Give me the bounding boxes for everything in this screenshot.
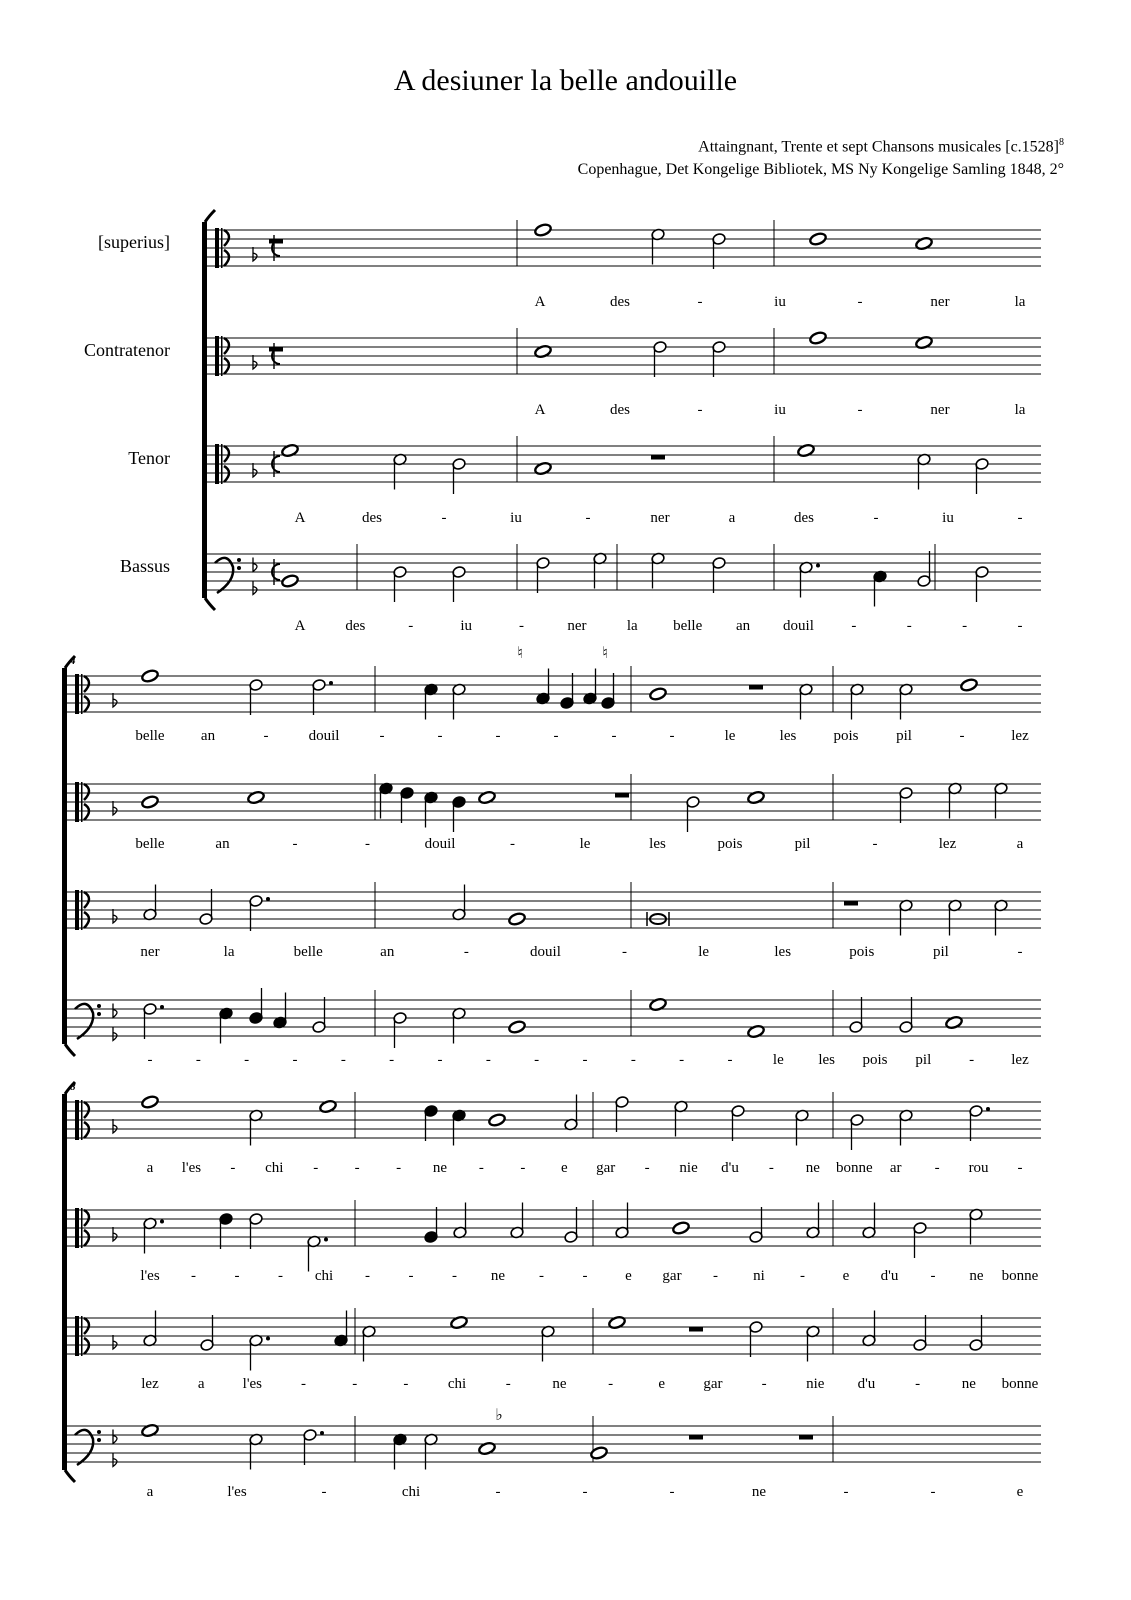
whole-note: [534, 344, 552, 358]
augmentation-dot: [986, 1107, 990, 1111]
voice-label-bassus: Bassus: [119, 556, 170, 576]
lyric-syllable: bonne: [1001, 1268, 1039, 1284]
c-clef-bar: [75, 1316, 79, 1356]
f-clef-dot: [97, 1004, 101, 1008]
measure-number: 8: [70, 1081, 76, 1093]
flat-sign: [113, 801, 117, 815]
lyric-syllable: ar: [889, 1160, 902, 1176]
lyric-syllable: des: [794, 510, 814, 526]
lyric-syllable: iu: [942, 510, 954, 526]
lyric-syllable: -: [539, 1268, 544, 1284]
lyric-syllable: -: [352, 1376, 358, 1392]
lyric-syllable: la: [1014, 294, 1026, 310]
lyric-syllable: -: [930, 1268, 936, 1284]
lyric-syllable: ni: [753, 1268, 765, 1284]
whole-note: [450, 1315, 468, 1329]
staff-1-4: [207, 544, 1041, 607]
lyric-syllable: chi: [447, 1376, 467, 1392]
lyric-syllable: pil: [932, 944, 949, 960]
lyric-syllable: A: [534, 294, 546, 310]
lyric-syllable: -: [191, 1268, 196, 1284]
lyric-syllable: -: [697, 294, 703, 310]
lyric-syllable: pil: [915, 1052, 932, 1068]
lyric-syllable: -: [915, 1376, 921, 1392]
lyric-syllable: -: [962, 618, 968, 634]
lyric-syllable: -: [408, 1268, 414, 1284]
lyric-syllable: iu: [510, 510, 522, 526]
whole-note: [141, 1423, 159, 1437]
lyric-syllable: belle: [135, 836, 165, 852]
whole-note: [747, 1024, 765, 1038]
c-clef-bar: [221, 444, 223, 484]
f-clef-dot: [97, 1012, 101, 1016]
system-bracket: [62, 668, 67, 1044]
lyric-syllable: pois: [833, 728, 859, 744]
staff-2-3: [67, 882, 1041, 936]
c-clef-bar: [75, 890, 79, 930]
flat-sign: [113, 1453, 117, 1467]
whole-note: [488, 1113, 506, 1127]
lyric-syllable: -: [234, 1268, 240, 1284]
staff-3-1: [67, 1092, 1041, 1150]
lyric-syllable: douil: [530, 944, 561, 960]
lyric-syllable: a: [197, 1376, 205, 1392]
whole-note: [945, 1015, 963, 1029]
lyric-syllable: le: [579, 836, 591, 852]
flat-sign: [253, 581, 257, 595]
lyric-syllable: iu: [774, 294, 786, 310]
lyric-syllable: a: [728, 510, 736, 526]
lyric-syllable: -: [1017, 510, 1023, 526]
whole-note: [141, 1095, 159, 1109]
whole-rest: [799, 1435, 813, 1440]
whole-note: [281, 574, 299, 588]
lyric-syllable: -: [452, 1268, 457, 1284]
f-clef-dot: [97, 1430, 101, 1434]
lyric-syllable: A: [534, 402, 546, 418]
whole-note: [809, 232, 827, 246]
lyric-syllable: l'es: [242, 1376, 263, 1392]
c-clef-bar: [75, 1208, 79, 1248]
system-bracket: [202, 222, 207, 598]
lyric-syllable: -: [857, 294, 863, 310]
lyric-syllable: a: [146, 1484, 154, 1500]
lyric-syllable: -: [582, 1484, 588, 1500]
lyric-syllable: le: [724, 728, 736, 744]
voice-label-tenor: Tenor: [128, 448, 170, 468]
lyric-syllable: -: [1017, 1160, 1023, 1176]
lyric-syllable: gar: [596, 1160, 616, 1176]
lyric-syllable: ne: [969, 1268, 984, 1284]
lyric-syllable: -: [365, 1268, 370, 1284]
editorial-flat-icon: ♭: [495, 1407, 503, 1424]
lyric-syllable: les: [774, 944, 792, 960]
lyric-syllable: ner: [650, 510, 670, 526]
lyric-syllable: pois: [849, 944, 875, 960]
lyric-syllable: -: [727, 1052, 733, 1068]
lyric-syllable: -: [872, 836, 878, 852]
staff-3-3: [67, 1308, 1041, 1371]
whole-note: [141, 669, 159, 683]
lyric-syllable: -: [534, 1052, 540, 1068]
c-clef-bar: [75, 1100, 79, 1140]
flat-sign: [253, 558, 257, 572]
whole-note: [672, 1221, 690, 1235]
system-1: [202, 210, 1041, 634]
lyric-syllable: -: [630, 1052, 636, 1068]
augmentation-dot: [320, 1431, 324, 1435]
flat-sign: [113, 1335, 117, 1349]
lyric-syllable: -: [505, 1376, 511, 1392]
staff-3-2: [67, 1200, 1041, 1272]
whole-rest: [689, 1435, 703, 1440]
whole-note: [649, 687, 667, 701]
system-3: [62, 1081, 1041, 1500]
lyric-syllable: -: [195, 1052, 201, 1068]
lyric-syllable: douil: [308, 728, 340, 744]
lyric-syllable: -: [263, 728, 269, 744]
whole-note: [508, 912, 526, 926]
whole-note: [747, 790, 765, 804]
lyric-syllable: douil: [783, 618, 814, 634]
lyric-syllable: des: [610, 294, 630, 310]
lyric-syllable: ne: [490, 1268, 506, 1284]
source-attribution-manuscript: Copenhague, Det Kongelige Bibliotek, MS Ny Kongelige Samling 1848, 2°: [577, 161, 1064, 178]
lyric-syllable: e: [560, 1160, 568, 1176]
lyric-syllable: -: [365, 836, 370, 852]
lyric-syllable: -: [321, 1484, 327, 1500]
lyric-syllable: iu: [774, 402, 786, 418]
lyric-syllable: d'u: [880, 1268, 899, 1284]
c-clef-bar: [81, 890, 83, 930]
lyric-syllable: chi: [265, 1160, 284, 1176]
f-clef-dot: [97, 1438, 101, 1442]
lyric-syllable: an: [735, 618, 751, 634]
lyric-syllable: -: [669, 1484, 675, 1500]
lyric-syllable: -: [906, 618, 912, 634]
lyric-syllable: -: [463, 944, 469, 960]
lyric-syllable: pois: [717, 836, 743, 852]
flat-sign: [113, 693, 117, 707]
whole-rest: [689, 1327, 703, 1332]
c-clef-bar: [215, 228, 219, 268]
lyric-syllable: belle: [135, 728, 165, 744]
lyric-syllable: l'es: [181, 1160, 202, 1176]
lyric-syllable: e: [1016, 1484, 1024, 1500]
lyric-syllable: -: [396, 1160, 402, 1176]
lyric-syllable: belle: [293, 944, 323, 960]
lyric-syllable: la: [1014, 402, 1026, 418]
lyric-syllable: chi: [314, 1268, 334, 1284]
staff-1-2: [207, 328, 1041, 377]
lyric-syllable: -: [679, 1052, 685, 1068]
lyric-syllable: -: [713, 1268, 718, 1284]
lyric-syllable: -: [843, 1484, 849, 1500]
lyric-syllable: rou: [968, 1160, 989, 1176]
lyric-syllable: ne: [751, 1484, 767, 1500]
lyric-syllable: -: [510, 836, 515, 852]
flat-sign: [253, 247, 257, 261]
whole-note: [608, 1315, 626, 1329]
lyric-syllable: -: [851, 618, 857, 634]
flat-sign: [113, 1227, 117, 1241]
lyric-syllable: an: [200, 728, 216, 744]
lyric-syllable: ne: [805, 1160, 820, 1176]
lyric-syllable: -: [585, 510, 591, 526]
staff-1-1: [207, 220, 1041, 269]
c-clef-bar: [81, 1208, 83, 1248]
lyric-syllable: -: [934, 1160, 940, 1176]
page-title: A desiuner la belle andouille: [393, 64, 738, 97]
lyric-syllable: e: [625, 1268, 632, 1284]
lyric-syllable: la: [626, 618, 638, 634]
c-clef-bar: [75, 674, 79, 714]
lyric-syllable: des: [362, 510, 382, 526]
lyric-syllable: -: [230, 1160, 236, 1176]
lyric-syllable: lez: [1011, 1052, 1029, 1068]
lyric-syllable: -: [608, 1376, 614, 1392]
f-clef-dot: [237, 566, 241, 570]
lyric-syllable: ne: [552, 1376, 567, 1392]
whole-rest: [651, 455, 665, 460]
lyric-syllable: pois: [862, 1052, 888, 1068]
whole-note: [915, 236, 933, 250]
lyric-syllable: ne: [432, 1160, 448, 1176]
lyric-syllable: -: [495, 1484, 501, 1500]
lyric-syllable: an: [380, 944, 395, 960]
voice-label-contratenor: Contratenor: [84, 340, 170, 360]
c-clef-bar: [81, 1100, 83, 1140]
flat-sign: [113, 1119, 117, 1133]
lyric-syllable: -: [379, 728, 385, 744]
lyric-syllable: -: [761, 1376, 767, 1392]
lyric-syllable: ne: [961, 1376, 976, 1392]
lyric-syllable: lez: [938, 836, 957, 852]
lyric-syllable: -: [697, 402, 703, 418]
lyric-syllable: e: [842, 1268, 850, 1284]
lyric-syllable: -: [403, 1376, 409, 1392]
lyric-syllable: pil: [794, 836, 811, 852]
c-clef-bar: [75, 782, 79, 822]
lyric-syllable: -: [408, 618, 414, 634]
lyric-syllable: -: [622, 944, 628, 960]
lyric-syllable: -: [437, 1052, 443, 1068]
lyric-syllable: pil: [896, 728, 912, 744]
lyric-syllable: gar: [703, 1376, 723, 1392]
lyric-syllable: nie: [679, 1160, 698, 1176]
whole-note: [797, 443, 815, 457]
lyric-syllable: -: [959, 728, 965, 744]
measure-number: 4: [70, 655, 76, 667]
editorial-sharp-icon: ♮: [602, 645, 608, 662]
lyric-syllable: les: [779, 728, 797, 744]
lyric-syllable: -: [441, 510, 447, 526]
whole-note: [960, 678, 978, 692]
lyric-syllable: lez: [1011, 728, 1029, 744]
whole-note: [478, 790, 496, 804]
lyric-syllable: -: [582, 1052, 588, 1068]
flat-sign: [113, 1004, 117, 1018]
flat-sign: [253, 355, 257, 369]
lyric-syllable: a: [1016, 836, 1024, 852]
lyric-syllable: douil: [424, 836, 456, 852]
staff-2-2: [67, 774, 1041, 832]
lyric-syllable: ner: [140, 944, 160, 960]
staff-3-4: [67, 1416, 1041, 1470]
whole-note: [247, 790, 265, 804]
lyric-syllable: -: [478, 1160, 484, 1176]
staff-2-4: [67, 988, 1041, 1048]
lyric-syllable: bonne: [1001, 1376, 1039, 1392]
whole-rest: [749, 685, 763, 690]
lyric-syllable: A: [294, 618, 306, 634]
lyric-syllable: nie: [806, 1376, 825, 1392]
lyric-syllable: -: [354, 1160, 360, 1176]
lyric-syllable: -: [313, 1160, 319, 1176]
lyric-syllable: ner: [930, 402, 950, 418]
flat-sign: [113, 909, 117, 923]
whole-note: [809, 331, 827, 345]
whole-note: [281, 443, 299, 457]
f-clef-dot: [237, 558, 241, 562]
lyric-syllable: le: [698, 944, 710, 960]
whole-rest: [269, 347, 283, 352]
augmentation-dot: [160, 1005, 164, 1009]
lyric-syllable: des: [610, 402, 630, 418]
system-2: [62, 655, 1041, 1068]
whole-note: [319, 1099, 337, 1113]
augmentation-dot: [324, 1238, 328, 1242]
lyric-syllable: -: [292, 836, 298, 852]
lyric-syllable: -: [644, 1160, 650, 1176]
lyric-syllable: l'es: [227, 1484, 247, 1500]
lyric-syllable: -: [244, 1052, 250, 1068]
lyric-syllable: -: [930, 1484, 936, 1500]
whole-rest: [269, 239, 283, 244]
lyric-syllable: -: [873, 510, 879, 526]
lyric-syllable: -: [1017, 618, 1023, 634]
lyric-syllable: a: [146, 1160, 154, 1176]
c-clef-bar: [221, 336, 223, 376]
lyric-syllable: le: [772, 1052, 784, 1068]
lyric-syllable: les: [649, 836, 666, 852]
whole-note: [649, 997, 667, 1011]
lyric-syllable: bonne: [835, 1160, 873, 1176]
lyric-syllable: d'u: [857, 1376, 876, 1392]
lyric-syllable: -: [857, 402, 863, 418]
staff-1-3: [207, 436, 1041, 494]
lyric-syllable: ner: [567, 618, 587, 634]
lyric-syllable: -: [768, 1160, 774, 1176]
augmentation-dot: [160, 1220, 164, 1224]
lyric-syllable: -: [582, 1268, 588, 1284]
lyric-syllable: iu: [460, 618, 472, 634]
lyric-syllable: des: [345, 618, 366, 634]
whole-note: [508, 1020, 526, 1034]
lyric-syllable: les: [818, 1052, 836, 1068]
flat-sign: [113, 1430, 117, 1444]
lyric-syllable: l'es: [140, 1268, 160, 1284]
lyric-syllable: -: [437, 728, 443, 744]
system-bracket: [62, 1094, 67, 1470]
lyric-syllable: -: [969, 1052, 975, 1068]
lyric-syllable: -: [147, 1052, 153, 1068]
source-line-1-superscript: 8: [1059, 137, 1064, 148]
lyric-syllable: -: [495, 728, 501, 744]
lyric-syllable: -: [611, 728, 617, 744]
augmentation-dot: [329, 681, 333, 685]
whole-note: [141, 795, 159, 809]
whole-rest: [844, 901, 858, 906]
whole-note: [534, 461, 552, 475]
augmentation-dot: [266, 897, 270, 901]
c-clef-bar: [81, 782, 83, 822]
staff-2-1: [67, 666, 1041, 720]
flat-sign: [253, 463, 257, 477]
lyric-syllable: d'u: [721, 1160, 739, 1176]
lyric-syllable: -: [389, 1052, 395, 1068]
lyric-syllable: A: [294, 510, 306, 526]
c-clef-bar: [215, 336, 219, 376]
lyric-syllable: -: [553, 728, 559, 744]
whole-rest: [615, 793, 629, 798]
lyric-syllable: -: [301, 1376, 307, 1392]
flat-sign: [113, 1027, 117, 1041]
lyric-syllable: -: [519, 618, 525, 634]
whole-note: [915, 335, 933, 349]
lyric-syllable: gar: [662, 1268, 682, 1284]
lyric-syllable: la: [223, 944, 235, 960]
c-clef-bar: [221, 228, 223, 268]
lyric-syllable: -: [340, 1052, 346, 1068]
c-clef-bar: [81, 1316, 83, 1356]
lyric-syllable: chi: [401, 1484, 421, 1500]
lyric-syllable: -: [292, 1052, 298, 1068]
lyric-syllable: -: [485, 1052, 491, 1068]
lyric-syllable: an: [215, 836, 230, 852]
whole-note: [478, 1441, 496, 1455]
lyric-syllable: -: [520, 1160, 526, 1176]
voice-label-superius: [superius]: [98, 232, 170, 252]
lyric-syllable: -: [669, 728, 675, 744]
c-clef-bar: [215, 444, 219, 484]
lyric-syllable: -: [278, 1268, 283, 1284]
lyric-syllable: belle: [673, 618, 703, 634]
c-clef-bar: [81, 674, 83, 714]
augmentation-dot: [266, 1337, 270, 1341]
whole-note: [534, 223, 552, 237]
lyric-syllable: lez: [141, 1376, 159, 1392]
lyric-syllable: ner: [930, 294, 950, 310]
source-line-1: Attaingnant, Trente et sept Chansons musicales [c.1528]: [698, 138, 1059, 156]
editorial-sharp-icon: ♮: [517, 645, 523, 662]
lyric-syllable: -: [800, 1268, 805, 1284]
lyric-syllable: e: [658, 1376, 666, 1392]
lyric-syllable: -: [1017, 944, 1023, 960]
augmentation-dot: [816, 564, 820, 568]
